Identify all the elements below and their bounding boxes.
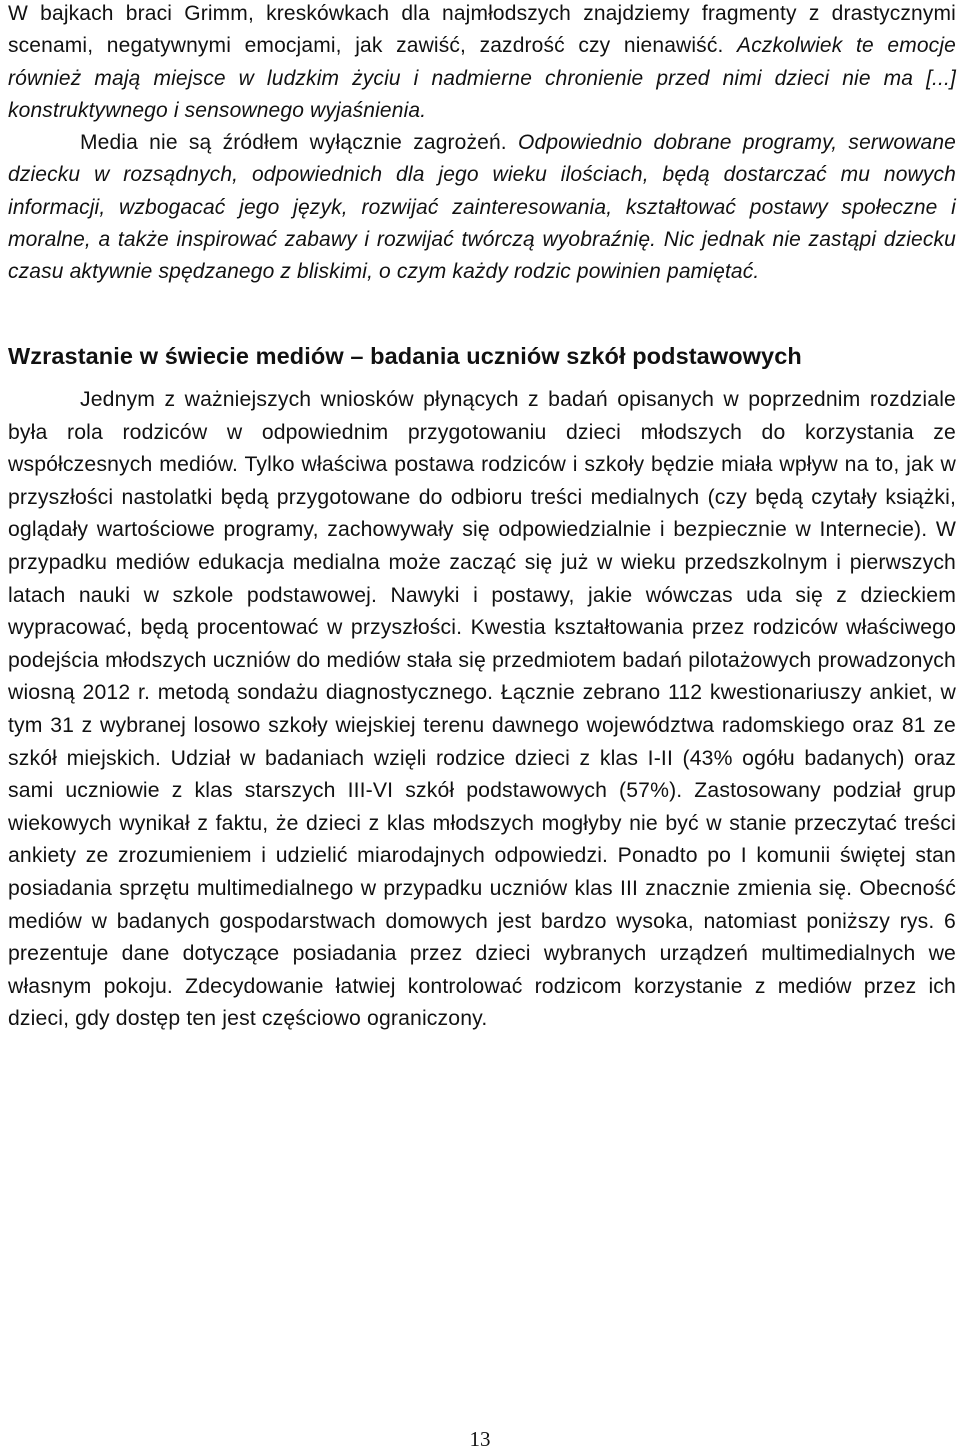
intro-paragraph <box>8 0 956 289</box>
body-paragraph <box>8 384 956 1036</box>
intro-text-italic: Aczkolwiek te emocje również mają miejsce w ludzkim życiu i nadmierne chronienie przed nimi dzieci nie ma [...] konstruktywnego i sensownego wyjaśnienia. <box>8 34 956 122</box>
section-heading: Wzrastanie w świecie mediów – badania uczniów szkół podstawowych <box>8 343 802 369</box>
body-paragraph-text: Jednym z ważniejszych wniosków płynących z badań opisanych w poprzednim rozdziale była rola rodziców w odpowiednim przygotowaniu dzieci młodszych do korzystania ze współczesnych mediów. Tylko właściwa postawa rodziców i szkoły będzie miała wpływ na to, jak w przyszłości nastolatki będą przygotowane do odbioru treści medialnych (czy będą czytały książki, oglądały wartościowe programy, zachowywały się odpowiedzialnie i bezpiecznie w Internecie). W przypadku mediów edukacja medialna może zacząć się już w wieku przedszkolnym i pierwszych latach nauki w szkole podstawowej. Nawyki i postawy, jakie wówczas uda się z dzieckiem wypracować, będą procentować w przyszłości. Kwestia kształtowania przez rodziców właściwego podejścia młodszych uczniów do mediów stała się przedmiotem badań pilotażowych prowadzonych wiosną 2012 r. metodą sondażu diagnostycznego. Łącznie zebrano 112 kwestionariuszy ankiet, w tym 31 z wybranej losowo szkoły wiejskiej terenu dawnego województwa radomskiego oraz 81 ze szkół miejskich. Udział w badaniach wzięli rodzice dzieci z klas I-II (43% ogółu badanych) oraz sami uczniowie z klas starszych III-VI szkół podstawowych (57%). Zastosowany podział grup wiekowych wynikał z faktu, że dzieci z klas młodszych mogłyby nie być w stanie przeczytać treści ankiety ze zrozumieniem i udzielić miarodajnych odpowiedzi. Ponadto po I komunii świętej stan posiadania sprzętu multimedialnego w przypadku uczniów klas III znacznie zmienia się. Obecność mediów w badanych gospodarstwach domowych jest bardzo wysoka, natomiast poniższy rys. 6 prezentuje dane dotyczące posiadania przez dzieci wybranych urządzeń multimedialnych we własnym pokoju. Zdecydowanie łatwiej kontrolować rodzicom korzystanie z mediów przez ich dzieci, gdy dostęp ten jest częściowo ograniczony. <box>8 388 956 1031</box>
media-statement: Media nie są źródłem wyłącznie zagrożeń. <box>80 131 519 155</box>
media-quote-italic: Odpowiednio dobrane programy, serwowane dziecku w rozsądnych, odpowiednich dla jego wieku ilościach, będą dostarczać mu nowych informacji, wzbogacać jego język, rozwijać zainteresowania, kształtować postawy społeczne i moralne, a także inspirować zabawy i rozwijać twórczą wyobraźnię. Nic jednak nie zastąpi dziecku czasu aktywnie spędzanego z bliskimi, o czym każdy rodzic powinien pamiętać. <box>8 131 956 284</box>
page-number: 13 <box>469 1427 491 1451</box>
intro-text-plain: W bajkach braci Grimm, kreskówkach dla najmłodszych znajdziemy fragmenty z drastycznymi scenami, negatywnymi emocjami, jak zawiść, zazdrość czy nienawiść. <box>8 2 956 58</box>
